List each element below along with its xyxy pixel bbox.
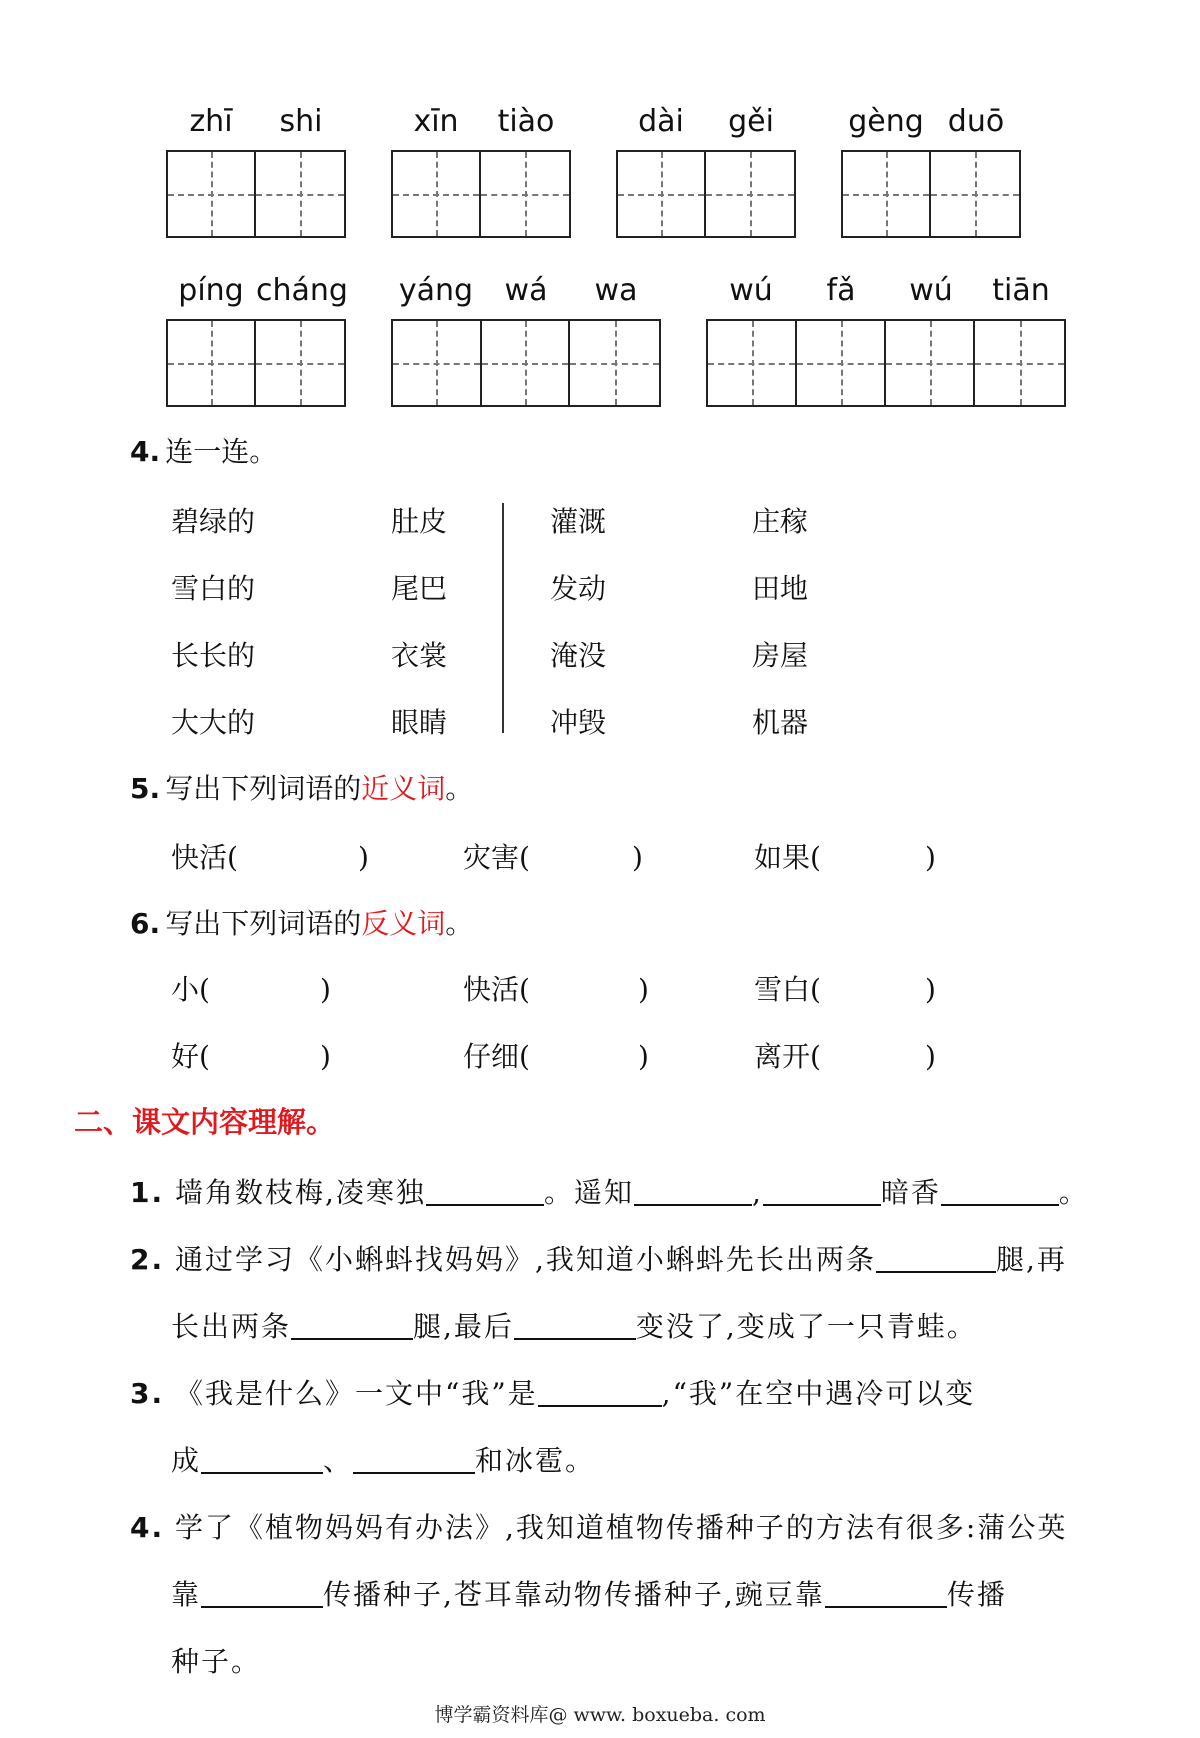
pinyin-label: píng [178,273,244,308]
question-title-highlight: 反义词 [361,907,446,940]
paren-close: ) [319,973,331,1006]
fill-question-3 [130,1372,975,1412]
question-text: 传播种子,苍耳靠动物传播种子,豌豆靠 [323,1578,825,1611]
question-number: 6. [130,907,161,940]
question-text: 长出两条 [171,1310,292,1343]
match-item[interactable]: 冲毁 [550,706,607,739]
question-title-suffix: 。 [445,907,474,940]
answer-blank[interactable] [634,1176,752,1206]
q5-heading [130,767,473,807]
question-number: 4. [130,435,161,468]
question-title: 连一连。 [165,435,278,468]
pinyin-label: tiào [497,104,555,139]
pinyin-label: cháng [256,273,348,308]
pinyin-label: dài [638,104,684,139]
match-item[interactable]: 庄稼 [752,505,809,538]
pinyin-label: wú [729,273,773,308]
match-item[interactable]: 长长的 [171,639,256,672]
fill-question-4 [130,1506,1067,1546]
prompt-word: 离开( [754,1040,821,1073]
answer-blank[interactable] [876,1243,996,1273]
answer-blank[interactable] [825,1578,947,1608]
writing-grid[interactable] [616,150,796,238]
pinyin-label: wú [909,273,953,308]
pinyin-word-yangwawa [391,273,661,407]
match-item[interactable]: 淹没 [550,639,607,672]
writing-grid[interactable] [706,319,1066,407]
match-item[interactable]: 房屋 [752,639,809,672]
fill-question-3-cont [171,1439,595,1479]
question-text: 腿,再 [995,1243,1067,1276]
fill-question-1 [130,1171,1089,1211]
antonym-item[interactable] [754,1035,936,1075]
synonym-item[interactable] [463,836,643,876]
pinyin-label: wá [504,273,548,308]
question-text: 墙角数枝梅,凌寒独 [175,1176,426,1209]
pinyin-label: shi [279,104,323,139]
prompt-word: 快活( [463,973,530,1006]
match-item[interactable]: 尾巴 [391,572,448,605]
pinyin-word-gengduo [841,104,1021,238]
paren-close: ) [637,1040,649,1073]
paren-close: ) [631,841,643,874]
pinyin-label: duō [947,104,1005,139]
paren-close: ) [319,1040,331,1073]
paren-close: ) [924,973,936,1006]
question-text: 成 [171,1444,202,1477]
footer-watermark: 博学霸资料库@ www. boxueba. com [434,1704,766,1726]
question-text: 学了《植物妈妈有办法》,我知道植物传播种子的方法有很多:蒲公英 [175,1511,1068,1544]
antonym-item[interactable] [463,1035,649,1075]
fill-question-4-cont [171,1573,1007,1613]
question-number: 5. [130,772,161,805]
q6-heading [130,902,473,942]
question-title-highlight: 近义词 [361,772,446,805]
pinyin-label: fǎ [826,273,856,308]
fill-question-2 [130,1238,1067,1278]
match-item[interactable]: 衣裳 [391,639,448,672]
prompt-word: 灾害( [463,841,530,874]
question-text: , [751,1176,763,1209]
writing-grid[interactable] [166,150,346,238]
answer-blank[interactable] [514,1310,636,1340]
section-heading: 二、课文内容理解。 [74,1105,336,1139]
match-item[interactable]: 肚皮 [391,505,448,538]
prompt-word: 如果( [754,841,821,874]
question-text: 暗香 [880,1176,941,1209]
answer-blank[interactable] [291,1310,413,1340]
antonym-item[interactable] [171,968,331,1008]
question-text: ,“我”在空中遇冷可以变 [661,1377,976,1410]
question-title-prefix: 写出下列词语的 [165,772,362,805]
answer-blank[interactable] [201,1578,323,1608]
answer-blank[interactable] [941,1176,1059,1206]
pinyin-word-xintiao [391,104,571,238]
synonym-item[interactable] [754,836,936,876]
fill-question-4-end [171,1640,261,1680]
pinyin-label: gěi [728,104,774,139]
question-text: 、 [323,1444,354,1477]
pinyin-label: yáng [398,273,474,308]
pinyin-label: gèng [848,104,924,139]
question-text: 靠 [171,1578,202,1611]
question-number: 3. [130,1377,165,1410]
writing-grid[interactable] [166,319,346,407]
question-title-prefix: 写出下列词语的 [165,907,362,940]
question-text: 传播 [946,1578,1007,1611]
question-text: 。 [1058,1176,1089,1209]
writing-grid[interactable] [841,150,1021,238]
synonym-item[interactable] [171,836,369,876]
answer-blank[interactable] [353,1444,475,1474]
paren-close: ) [924,1040,936,1073]
question-title-suffix: 。 [445,772,474,805]
antonym-item[interactable] [754,968,936,1008]
prompt-word: 快活( [171,841,238,874]
pinyin-label: wa [594,273,638,308]
antonym-item[interactable] [463,968,649,1008]
column-divider [502,503,504,733]
pinyin-word-wufawutian [706,273,1066,407]
q4-heading [130,430,277,470]
prompt-word: 雪白( [754,973,821,1006]
match-item[interactable]: 碧绿的 [171,505,256,538]
match-item[interactable]: 灌溉 [550,505,607,538]
pinyin-word-daigei [616,104,796,238]
question-text: 和冰雹。 [475,1444,596,1477]
match-item[interactable]: 发动 [550,572,607,605]
question-number: 2. [130,1243,165,1276]
fill-question-2-cont [171,1305,977,1345]
match-item[interactable]: 机器 [752,706,809,739]
answer-blank[interactable] [763,1176,881,1206]
pinyin-label: tiān [992,273,1050,308]
prompt-word: 小( [171,973,210,1006]
paren-close: ) [637,973,649,1006]
writing-grid[interactable] [391,319,661,407]
question-number: 4. [130,1511,165,1544]
pinyin-label: xīn [413,104,459,139]
pinyin-word-pingchang [166,273,346,407]
prompt-word: 好( [171,1040,210,1073]
question-text: 腿,最后 [413,1310,514,1343]
match-item[interactable]: 雪白的 [171,572,256,605]
question-text: 变没了,变成了一只青蛙。 [635,1310,977,1343]
question-number: 1. [130,1176,165,1209]
prompt-word: 仔细( [463,1040,530,1073]
question-text: 。遥知 [543,1176,634,1209]
question-text: 种子。 [171,1645,262,1678]
answer-blank[interactable] [201,1444,323,1474]
question-text: 通过学习《小蝌蚪找妈妈》,我知道小蝌蚪先长出两条 [175,1243,876,1276]
writing-grid[interactable] [391,150,571,238]
match-item[interactable]: 田地 [752,572,809,605]
question-text: 《我是什么》一文中“我”是 [175,1377,538,1410]
match-item[interactable]: 大大的 [171,706,256,739]
answer-blank[interactable] [538,1377,662,1407]
match-item[interactable]: 眼睛 [391,706,448,739]
antonym-item[interactable] [171,1035,331,1075]
pinyin-word-zhishi [166,104,346,238]
paren-close: ) [357,841,369,874]
pinyin-label: zhī [189,104,233,139]
answer-blank[interactable] [426,1176,544,1206]
paren-close: ) [924,841,936,874]
